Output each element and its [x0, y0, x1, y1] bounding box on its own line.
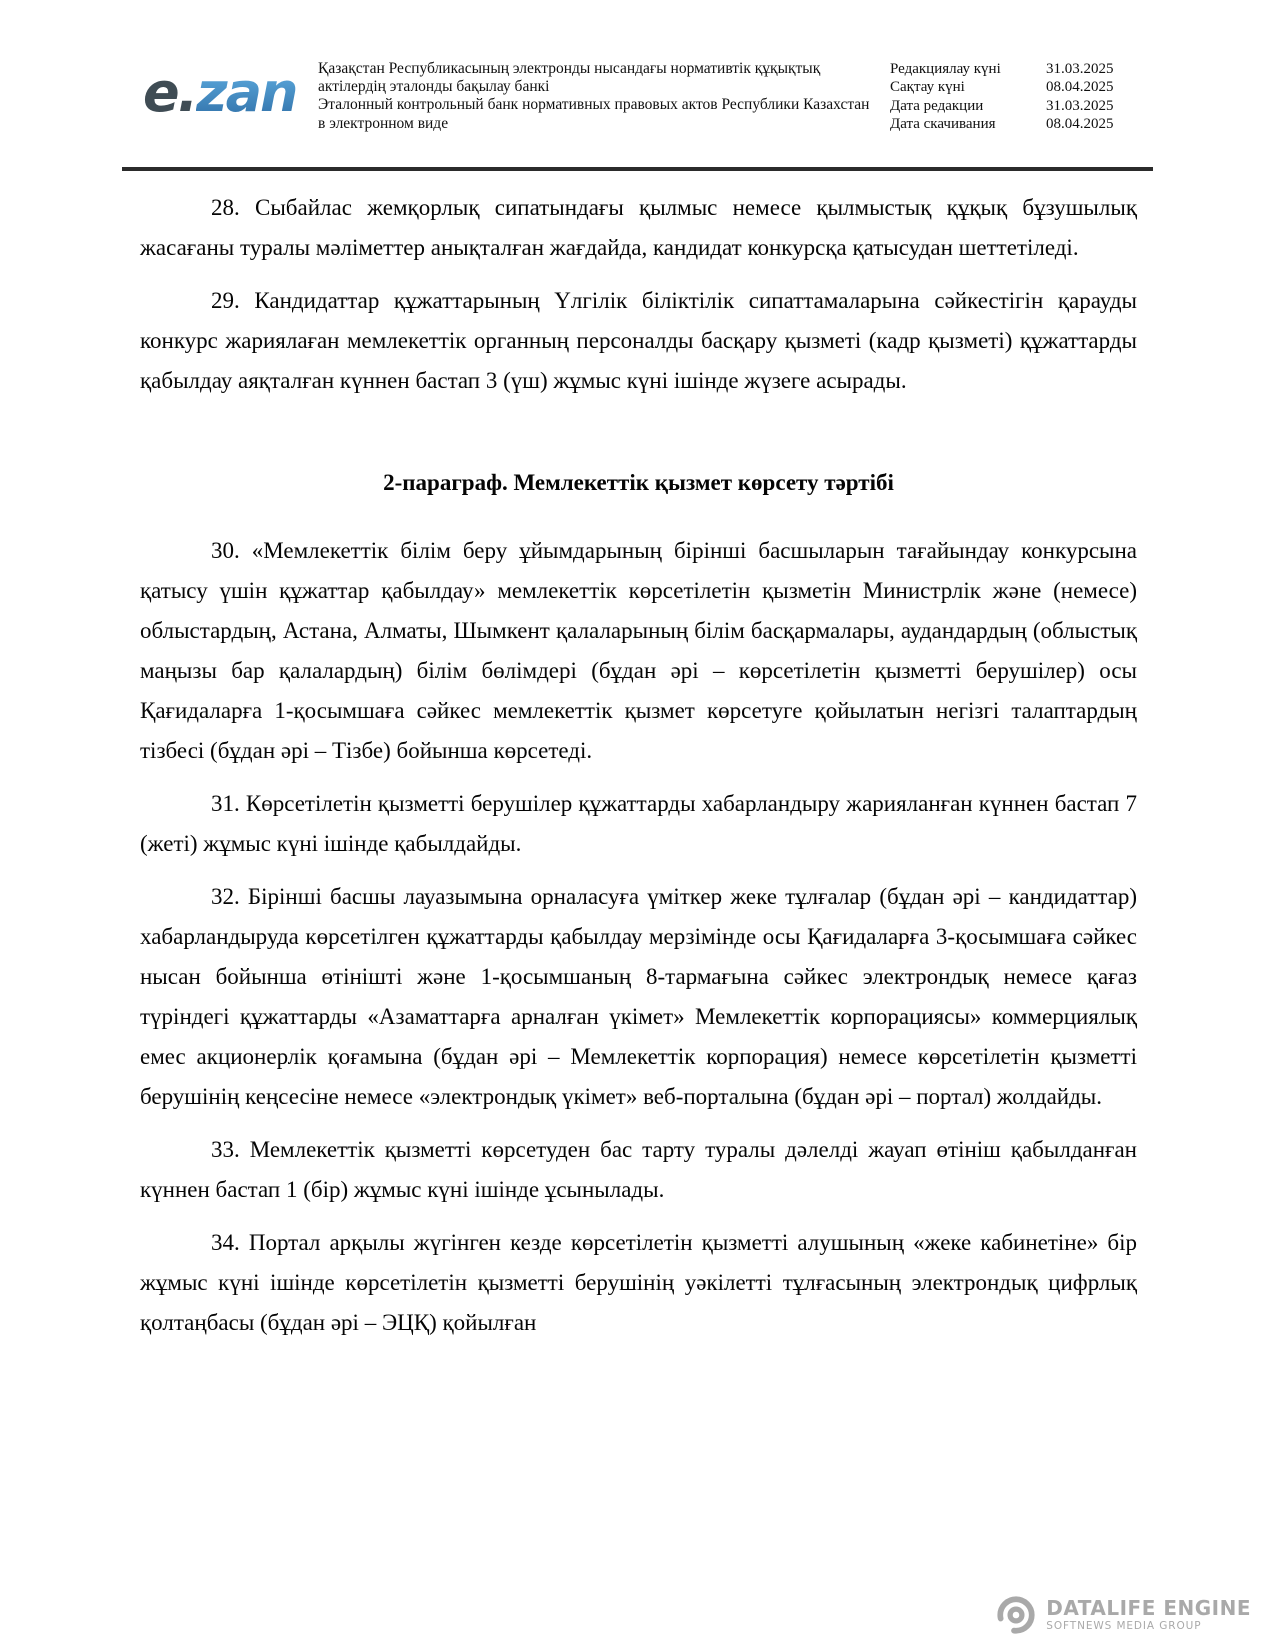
datalife-engine-logo [995, 1594, 1251, 1636]
section-heading: 2-параграф. Мемлекеттік қызмет көрсету тәртібі [383, 470, 894, 495]
bank-title-russian: Эталонный контрольный банк нормативных правовых актов Республики Казахстан в электронном виде [318, 96, 870, 132]
meta-label: Сақтау күні [890, 79, 965, 96]
ezan-logo [143, 61, 297, 124]
meta-row-edit-date-ru [890, 97, 1142, 115]
meta-label: Дата редакции [890, 97, 984, 114]
engine-subtitle: SOFTNEWS MEDIA GROUP [1046, 1620, 1202, 1633]
paragraph-32: 32. Бірінші басшы лауазымына орналасуға үміткер жеке тұлғалар (бұдан әрі – кандидаттар) хабарландыруда көрсетілген құжаттарды қабылдау мерзімінде осы Қағидаларға 3-қосымшаға сәйкес нысан бойынша өтінішті және 1-қосымшаның 8-тармағына сәйкес электрондық немесе қағаз түріндегі құжаттарды «Азаматтарға арналған үкімет» Мемлекеттік корпорациясы» коммерциялық емес акционерлік қоғамына (бұдан әрі – Мемлекеттік корпорация) немесе көрсетілетін қызметті берушінің кеңсесіне немесе «электрондық үкімет» веб-порталына (бұдан әрі – портал) жолдайды. [140, 884, 1137, 1109]
engine-name: DATALIFE ENGINE [1046, 1596, 1251, 1621]
meta-label: Редакциялау күні [890, 61, 1001, 77]
paragraph-34: 34. Портал арқылы жүгінген кезде көрсетілетін қызметті алушының «жеке кабинетіне» бір жұмыс күні ішінде көрсетілетін қызметті берушінің уәкілетті тұлғасының электрондық цифрлық қолтаңбасы (бұдан әрі – ЭЦҚ) қойылған [140, 1230, 1137, 1335]
logo-text-zan: zan [196, 61, 297, 124]
meta-row-edit-date-kk [890, 60, 1142, 78]
meta-row-save-date-kk [890, 78, 1142, 96]
datalife-engine-text [1046, 1597, 1251, 1633]
meta-value: 08.04.2025 [1046, 116, 1114, 133]
document-meta [890, 60, 1142, 134]
meta-value: 31.03.2025 [1046, 61, 1114, 77]
meta-label: Дата скачивания [890, 116, 996, 133]
paragraph-29: 29. Кандидаттар құжаттарының Үлгілік біліктілік сипаттамаларына сәйкестігін қарауды конкурс жариялаған мемлекеттік органның персоналды басқару қызметі (кадр қызметі) құжаттарды қабылдау аяқталған күннен бастап 3 (үш) жұмыс күні ішінде жүзеге асырады. [140, 288, 1137, 393]
meta-value: 08.04.2025 [1046, 79, 1114, 96]
bank-title-kazakh: Қазақстан Республикасының электронды нысандағы нормативтік құқықтық актілердің эталонды бақылау банкі [318, 60, 821, 96]
logo-text-e: e. [143, 61, 197, 124]
document-body [140, 188, 1137, 1356]
paragraph-31: 31. Көрсетілетін қызметті берушілер құжаттарды хабарландыру жарияланған күннен бастап 7 (жеті) жұмыс күні ішінде қабылдайды. [140, 791, 1137, 856]
paragraph-28: 28. Сыбайлас жемқорлық сипатындағы қылмыс немесе қылмыстық құқық бұзушылық жасағаны туралы мәліметтер анықталған жағдайда, кандидат конкурсқа қатысудан шеттетіледі. [140, 195, 1137, 260]
paragraph-33: 33. Мемлекеттік қызметті көрсетуден бас тарту туралы дәлелді жауап өтініш қабылданған күннен бастап 1 (бір) жұмыс күні ішінде ұсынылады. [140, 1137, 1137, 1202]
meta-value: 31.03.2025 [1046, 97, 1114, 114]
header-divider [122, 167, 1153, 171]
meta-row-download-date-ru [890, 115, 1142, 133]
eye-swirl-icon [995, 1594, 1037, 1636]
paragraph-30: 30. «Мемлекеттік білім беру ұйымдарының бірінші басшыларын тағайындау конкурсына қатысу үшін құжаттар қабылдау» мемлекеттік көрсетілетін қызметін Министрлік және (немесе) облыстардың, Астана, Алматы, Шымкент қалаларының білім басқармалары, аудандардың (облыстық маңызы бар қалалардың) білім бөлімдері (бұдан әрі – көрсетілетін қызметті берушілер) осы Қағидаларға 1-қосымшаға сәйкес мемлекеттік қызмет көрсетуге қойылатын негізгі талаптардың тізбесі (бұдан әрі – Тізбе) бойынша көрсетеді. [140, 538, 1137, 763]
bank-title [318, 60, 878, 133]
